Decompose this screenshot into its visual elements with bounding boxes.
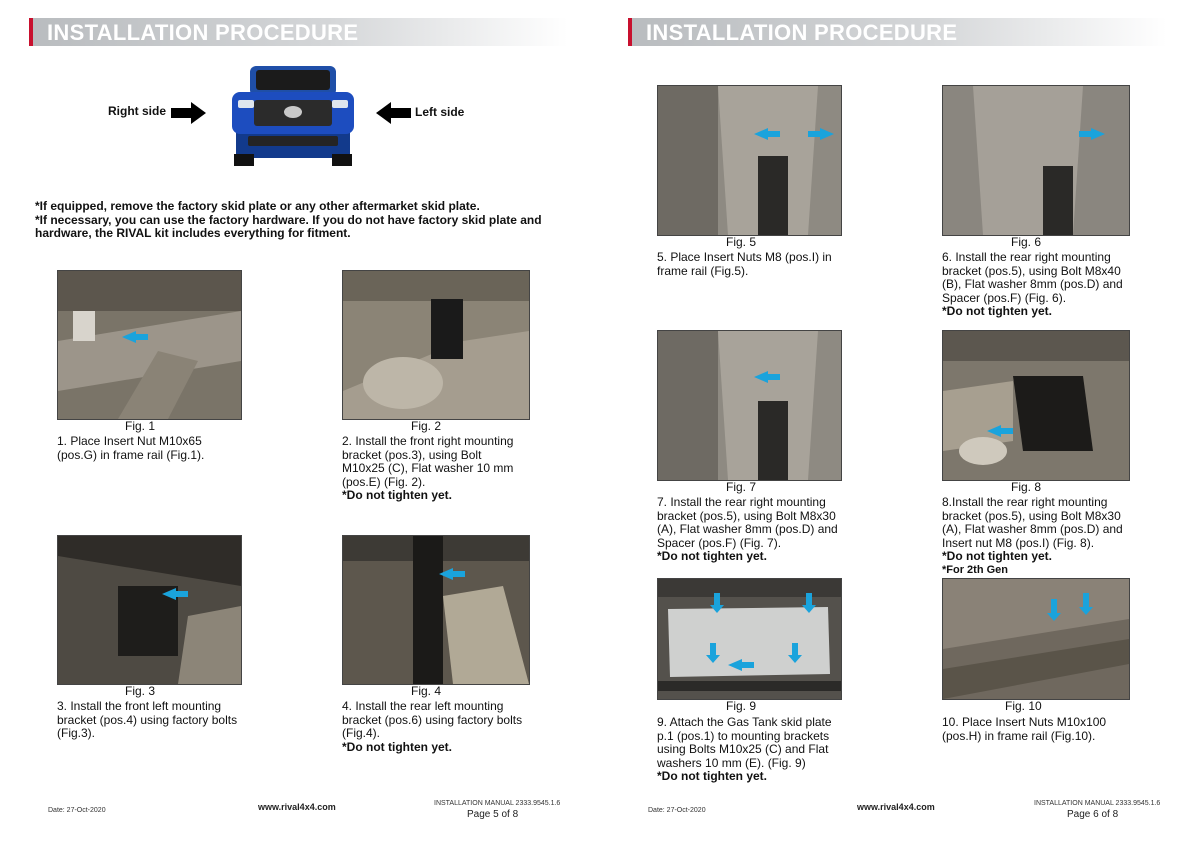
fig-3-caption: Fig. 3 [125, 684, 156, 698]
fig-1-photo [57, 270, 242, 420]
fig-5-caption: Fig. 5 [726, 235, 757, 249]
footer-manual-code: INSTALLATION MANUAL 2333.9545.1.6 [1034, 800, 1161, 807]
right-side-label: Right side [108, 104, 167, 118]
fig-2-description: 2. Install the front right mounting bracket (pos.3), using Bolt M10x25 (C), Flat washer 10 mm (pos.E) (Fig. 2). *Do not tighten yet. [342, 434, 514, 502]
fig-1-caption: Fig. 1 [125, 419, 156, 433]
fig-6-description: 6. Install the rear right mounting bracket (pos.5), using Bolt M8x40 (B), Flat washer 8mm (pos.D) and Spacer (pos.F) (Fig. 6). *Do not tighten yet. [942, 250, 1123, 318]
fig-2-photo [342, 270, 530, 420]
fig-10-caption: Fig. 10 [1005, 699, 1042, 713]
fig-9-description: 9. Attach the Gas Tank skid plate p.1 (pos.1) to mounting brackets using Bolts M10x25 (C) and Flat washers 10 mm (E). (Fig. 9) *Do not tighten yet. [657, 715, 832, 783]
footer-date: Date: 27-Oct-2020 [648, 807, 706, 814]
fig-4-caption: Fig. 4 [411, 684, 442, 698]
fig-6-photo [942, 85, 1130, 236]
note-line-1: *If equipped, remove the factory skid plate or any other aftermarket skid plate. [35, 199, 480, 213]
note-line-2: *If necessary, you can use the factory hardware. If you do not have factory skid plate and [35, 213, 542, 227]
footer-date: Date: 27-Oct-2020 [48, 807, 106, 814]
left-side-label: Left side [415, 105, 465, 119]
arrow-right-icon [171, 102, 207, 124]
fig-3-photo [57, 535, 242, 685]
fig-9-photo [657, 578, 842, 700]
fig-6-caption: Fig. 6 [1011, 235, 1042, 249]
footer-page-number: Page 6 of 8 [1067, 809, 1119, 820]
fig-4-photo [342, 535, 530, 685]
section-banner: INSTALLATION PROCEDURE [628, 18, 1167, 46]
manual-page-6 [600, 0, 1200, 848]
fig-5-photo [657, 85, 842, 236]
arrow-left-icon [375, 102, 411, 124]
fig-10-photo [942, 578, 1130, 700]
fig-10-description: 10. Place Insert Nuts M10x100 (pos.H) in frame rail (Fig.10). [942, 715, 1107, 743]
fig-4-description: 4. Install the rear left mounting bracket (pos.6) using factory bolts (Fig.4). *Do not tighten yet. [342, 699, 523, 754]
fig-1-description: 1. Place Insert Nut M10x65 (pos.G) in frame rail (Fig.1). [57, 434, 205, 462]
section-banner: INSTALLATION PROCEDURE [29, 18, 568, 46]
fig-7-caption: Fig. 7 [726, 480, 757, 494]
fig-5-description: 5. Place Insert Nuts M8 (pos.I) in frame rail (Fig.5). [657, 250, 832, 278]
fig-8-description: 8.Install the rear right mounting bracket (pos.5), using Bolt M8x30 (A), Flat washer 8mm (pos.D) and Insert nut M8 (pos.I) (Fig. 8). *Do not tighten yet. *For 2th Gen [942, 495, 1123, 576]
fig-7-photo [657, 330, 842, 481]
fig-9-caption: Fig. 9 [726, 699, 757, 713]
footer-page-number: Page 5 of 8 [467, 809, 519, 820]
fig-7-description: 7. Install the rear right mounting bracket (pos.5), using Bolt M8x30 (A), Flat washer 8mm (pos.D) and Spacer (pos.F) (Fig. 7). *Do not tighten yet. [657, 495, 838, 563]
fig-3-description: 3. Install the front left mounting bracket (pos.4) using factory bolts (Fig.3). [57, 699, 238, 740]
fig-2-caption: Fig. 2 [411, 419, 442, 433]
fig-8-caption: Fig. 8 [1011, 480, 1042, 494]
truck-front-image [228, 62, 358, 166]
footer-manual-code: INSTALLATION MANUAL 2333.9545.1.6 [434, 800, 561, 807]
fig-8-photo [942, 330, 1130, 481]
footer-website: www.rival4x4.com [857, 802, 935, 812]
note-line-3: hardware, the RIVAL kit includes everything for fitment. [35, 226, 351, 240]
footer-website: www.rival4x4.com [258, 802, 336, 812]
